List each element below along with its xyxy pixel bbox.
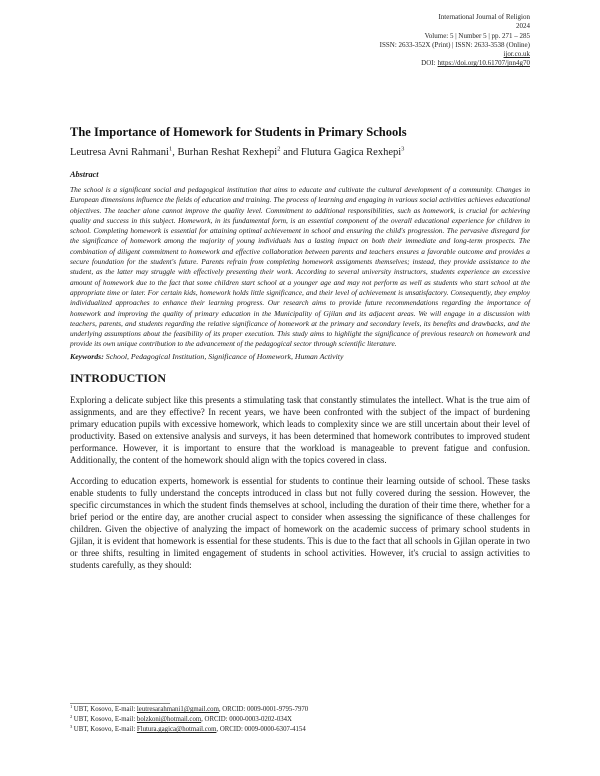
- paper-body: [70, 170, 530, 571]
- abstract-text: The school is a significant social and pedagogical institution that aims to educate and cultivate the cultural development of a community. Changes in European dimensions influence the fields of education and training. The process of learning and engaging in various social activities achieves educational objectives. The teacher alone cannot improve the quality level. Commitment to additional responsibilities, such as homework, is crucial for achieving quality and success in this subject. Homework, in its fundamental form, is an essential component of the overall educational experience for children in school. Completing homework is essential for attaining optimal achievement in school and ensuring the child's progression. The pervasive disregard for the significance of homework among the majority of young individuals has a lasting impact on both their immediate and long-term prospects. The combination of diligent commitment to homework and effective collaboration between parents and teachers ensures a favorable outcome and provides a secure foundation for the student's future. Parents refrain from completing homework assignments themselves; instead, they provide assistance to the student, as the latter may struggle with effectively presenting their work. According to several university instructors, students experience an excessive amount of homework due to the fact that some children start school at a younger age and may not perform as well as students who start school at the appropriate time or later. For certain kids, homework holds little significance, and their level of achievement is unsatisfactory. Consequently, they employ individualized approaches to enhance their learning progress. Our research aims to provide future recommendations regarding the importance of homework and improving the quality of primary education in the Municipality of Gjilan and its adjacent areas. We will engage in a discussion with teachers, parents, and students regarding the relative significance of homework at the primary and secondary levels, its benefits and drawbacks, and the underlying assumptions about the feasibility of its proper execution. This study aims to highlight the significance of previous research on homework and provide its own unique contribution to the advancement of the pedagogical sector through scientific literature.: [70, 185, 530, 349]
- doi-line: [380, 59, 530, 68]
- section-heading-introduction: INTRODUCTION: [70, 370, 167, 385]
- author-separator: and: [280, 147, 301, 158]
- footnotes: [70, 705, 530, 735]
- footnote-email-link[interactable]: leutresarahmani1@gmail.com: [136, 706, 219, 713]
- author-affiliation-mark: 1: [168, 145, 173, 153]
- keywords-text: School, Pedagogical Institution, Significance of Homework, Human Activity: [105, 351, 344, 361]
- author-name: Burhan Reshat Rexhepi: [177, 147, 278, 158]
- journal-website: [380, 50, 530, 59]
- author-name: Leutresa Avni Rahmani: [70, 147, 169, 158]
- doi-label: DOI:: [421, 59, 436, 68]
- footnote-email-link[interactable]: bolzkoni@hotmail.com: [136, 716, 202, 723]
- journal-name: International Journal of Religion: [438, 13, 530, 21]
- footnote-orcid: , ORCID: 0000-0003-0202-034X: [201, 716, 292, 723]
- issn-info: ISSN: 2633-352X (Print) | ISSN: 2633-3538 (Online): [379, 40, 530, 49]
- doi-link[interactable]: https://doi.org/10.61707/jnn4g70: [437, 59, 530, 68]
- journal-header: [380, 13, 530, 69]
- publication-year: 2024: [516, 22, 530, 31]
- footnote: [70, 725, 530, 735]
- body-paragraph: According to education experts, homework is essential for students to continue their learning outside of school. These tasks enable students to fully understand the concepts introduced in class but not fully covered during the session. However, the specific circumstances in which the student finds themselves at school, including the duration of their time there, whether for a brief period or the entire day, are another crucial aspect to consider when assessing the significance of these challenges for children. Given the objective of analyzing the impact of homework on the academic success of primary school students in Gjilan, it is evident that homework is essential for these students. This is due to the fact that all schools in Gjilan operate in two or three shifts, resulting in limited engagement of students in school activities. However, it's crucial to assign activities to students carefully, as they should:: [70, 475, 530, 570]
- volume-info: Volume: 5 | Number 5 | pp. 271 – 285: [424, 31, 530, 40]
- footnote-affiliation: UBT, Kosovo, E-mail:: [73, 726, 136, 733]
- body-paragraph: Exploring a delicate subject like this presents a stimulating task that constantly stimulates the intellect. What is the true aim of assignments, and are they effective? In recent years, we have been confronted with the subject of the impact of burdening primary education pupils with excessive homework, which leads to complexity since we are still uncertain about their level of productivity. Based on extensive analysis and surveys, it has been determined that homework contributes to improved student performance. However, it is important to ensure that the workload is manageable to prevent fatigue and confusion. Additionally, the content of the homework should align with the topics covered in class.: [70, 394, 530, 465]
- footnote-mark: 1: [70, 703, 73, 709]
- footnote: [70, 705, 530, 715]
- keywords-label: Keywords:: [70, 351, 104, 361]
- footnote-email-link[interactable]: Flutura.gagica@hotmail.com: [136, 726, 217, 733]
- footnote-mark: 2: [70, 713, 73, 719]
- footnote-affiliation: UBT, Kosovo, E-mail:: [73, 706, 136, 713]
- footnote-orcid: , ORCID: 0009-0000-6307-4154: [216, 726, 306, 733]
- footnote-mark: 3: [70, 723, 73, 729]
- author-list: [70, 146, 530, 160]
- footnote-divider: [70, 703, 170, 704]
- author-name: Flutura Gagica Rexhepi: [300, 147, 402, 158]
- keywords-line: [70, 352, 530, 362]
- paper-title: The Importance of Homework for Students in Primary Schools: [70, 125, 407, 139]
- journal-website-link[interactable]: ijor.co.uk: [503, 50, 530, 59]
- footnote: [70, 715, 530, 725]
- author-affiliation-mark: 2: [277, 145, 281, 153]
- author-affiliation-mark: 3: [401, 145, 405, 153]
- abstract-section: [70, 170, 530, 350]
- abstract-heading: Abstract: [70, 170, 99, 179]
- footnote-affiliation: UBT, Kosovo, E-mail:: [73, 716, 136, 723]
- author-separator: ,: [172, 147, 178, 158]
- introduction-section: [70, 371, 530, 571]
- footnote-orcid: , ORCID: 0009-0001-9795-7970: [218, 706, 309, 713]
